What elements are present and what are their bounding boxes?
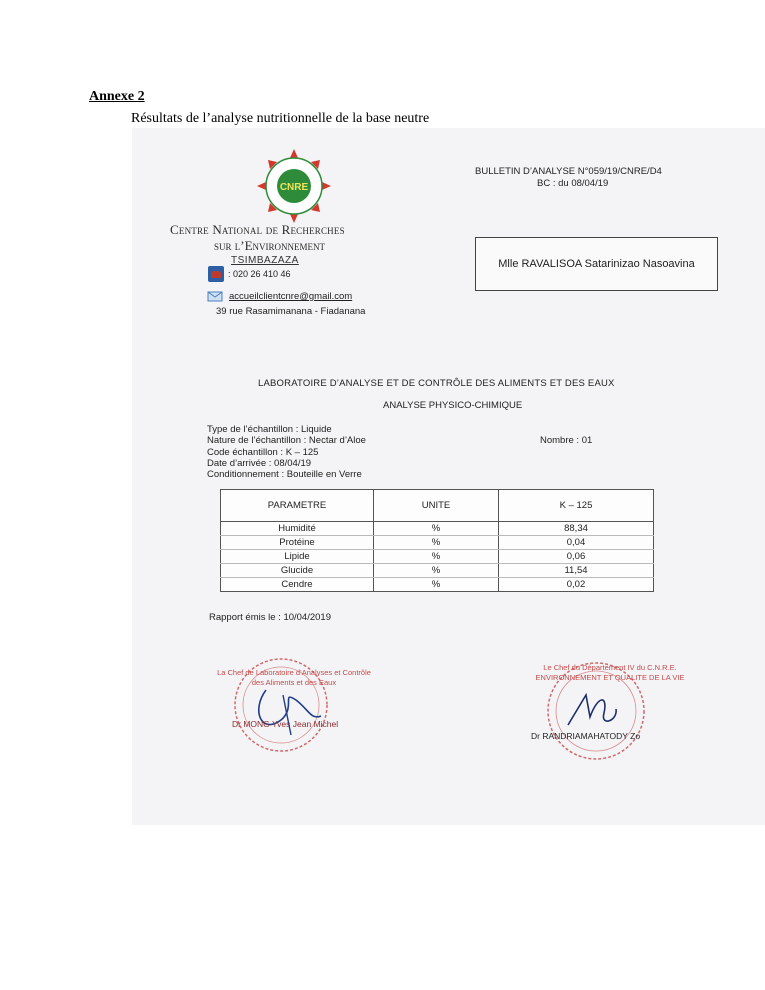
analysis-type: ANALYSE PHYSICO-CHIMIQUE [383,400,523,411]
table-cell: 88,34 [499,522,654,536]
table-row [221,578,654,592]
sample-code: Code échantillon : K – 125 [207,446,319,458]
sample-type: Type de l’échantillon : Liquide [207,424,332,435]
sample-info [207,424,366,480]
center-name-line1: Centre National de Recherches [170,222,345,237]
annex-subtitle: Résultats de l’analyse nutritionnelle de la base neutre [131,111,430,126]
sample-packaging: Conditionnement : Bouteille en Verre [207,469,362,481]
table-cell: % [374,550,499,564]
bulletin-bc: BC : du 08/04/19 [537,178,609,189]
right-signatory-name: Dr RANDRIAMAHATODY Zo [531,731,641,741]
sample-arrival: Date d’arrivée : 08/04/19 [207,457,312,469]
table-cell: % [374,578,499,592]
recipient-box [475,237,718,291]
table-header-row [221,490,654,522]
recipient-name: Mlle RAVALISOA Satarinizao Nasoavina [498,258,695,270]
logo-letters: CNRE [279,182,309,193]
phone-row [208,266,291,282]
table-cell: 11,54 [499,564,654,578]
center-location: TSIMBAZAZA [231,255,299,266]
table-row [221,522,654,536]
left-stamp-icon [221,650,341,760]
cnre-logo-icon [253,148,335,224]
results-table [220,489,654,592]
center-name-line2: sur l’Environnement [214,238,326,253]
table-cell: % [374,564,499,578]
right-stamp-title: Le Chef du Département IV du C.N.R.E. ENVIRONNEMENT ET QUALITE DE LA VIE [535,663,685,682]
column-header: PARAMETRE [221,490,374,522]
email-link[interactable]: accueilclientcnre@gmail.com [229,291,353,302]
report-date: Rapport émis le : 10/04/2019 [209,612,331,623]
sample-count: Nombre : 01 [540,435,593,446]
table-cell: Lipide [221,550,374,564]
table-row [221,564,654,578]
laboratory-title: LABORATOIRE D’ANALYSE ET DE CONTRÔLE DES ALIMENTS ET DES EAUX [258,378,615,389]
table-row [221,550,654,564]
table-cell: Cendre [221,578,374,592]
center-address: 39 rue Rasamimanana - Fiadanana [216,306,366,317]
table-row [221,536,654,550]
sample-nature: Nature de l’échantillon : Nectar d’Aloe [207,435,366,447]
table-cell: Protéine [221,536,374,550]
table-cell: 0,06 [499,550,654,564]
email-row [207,290,352,302]
table-cell: % [374,522,499,536]
table-cell: % [374,536,499,550]
table-cell: Humidité [221,522,374,536]
table-cell: Glucide [221,564,374,578]
bulletin-header [475,166,662,190]
email-icon [207,290,225,302]
column-header: UNITE [374,490,499,522]
table-cell: 0,04 [499,536,654,550]
left-stamp-title: La Chef de Laboratoire d’Analyses et Contrôle des Aliments et des Eaux [217,668,371,687]
left-signatory-name: Dr MONG Yves Jean Michel [232,719,339,729]
annex-heading: Annexe 2 [89,89,145,104]
phone-number: : 020 26 410 46 [228,269,291,279]
phone-icon [208,266,224,282]
table-cell: 0,02 [499,578,654,592]
bulletin-number: BULLETIN D’ANALYSE N°059/19/CNRE/D4 [475,166,662,177]
column-header: K – 125 [499,490,654,522]
